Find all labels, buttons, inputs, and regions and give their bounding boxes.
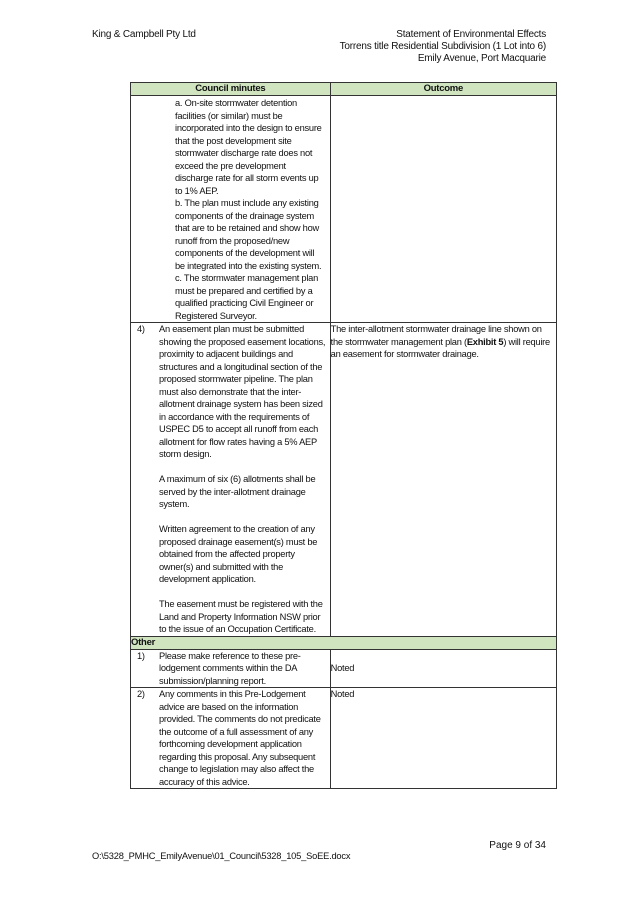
item-number: 1) bbox=[137, 650, 145, 661]
table-row bbox=[131, 323, 557, 637]
item-paragraph: The easement must be registered with the Land and Property Information NSW prior to the issue of an Occupation Certificate. bbox=[159, 599, 323, 634]
item-paragraph: Any comments in this Pre-Lodgement advice are based on the information provided. The comments do not predicate the outcome of a full assessment of any forthcoming development application regarding this proposal. Any subsequent change to legislation may also affect the accuracy of this advice. bbox=[159, 689, 321, 787]
section-heading-other: Other bbox=[131, 636, 557, 649]
table-header-row bbox=[131, 83, 557, 96]
file-path: O:\5328_PMHC_EmilyAvenue\01_Council\5328_105_SoEE.docx bbox=[92, 851, 351, 861]
table-row bbox=[131, 688, 557, 789]
outcome-text: Noted bbox=[330, 663, 355, 673]
outcome-cell bbox=[330, 688, 556, 789]
outcome-cell bbox=[330, 323, 556, 637]
section-heading-row bbox=[131, 636, 557, 649]
condition-b: b. The plan must include any existing components of the drainage system that are to be retained and show how runoff from the proposed/new components of the development will be integrated into the existing system. bbox=[175, 198, 322, 271]
minutes-cell bbox=[131, 96, 331, 323]
item-number: 2) bbox=[137, 689, 145, 699]
document-location: Emily Avenue, Port Macquarie bbox=[417, 53, 546, 64]
document-meta bbox=[340, 29, 546, 65]
item-paragraph: Please make reference to these pre-lodgement comments within the DA submission/planning report. bbox=[159, 650, 301, 686]
item-number: 4) bbox=[137, 324, 145, 334]
table-row bbox=[131, 96, 557, 323]
minutes-cell bbox=[131, 688, 331, 789]
outcome-text: The inter-allotment stormwater drainage line shown on the stormwater management plan ( bbox=[330, 324, 542, 347]
item-paragraph: Written agreement to the creation of any proposed drainage easement(s) must be obtained from the affected property owner(s) and submitted with the development application. bbox=[159, 524, 318, 584]
page-header bbox=[92, 29, 546, 79]
page-number: Page 9 of 34 bbox=[489, 840, 546, 851]
condition-a: a. On-site stormwater detention facilities (or similar) must be incorporated into the design to ensure that the post development site stormwater discharge rate does not exceed the pre development discharge rate for all storm events up to 1% AEP. bbox=[175, 98, 322, 196]
item-paragraph: An easement plan must be submitted showing the proposed easement locations, proximity to adjacent buildings and structures and a longitudinal section of the proposed stormwater pipeline. The plan must also demonstrate that the inter-allotment drainage system has been sized in accordance with the requirements of USPEC D5 to accept all runoff from each allotment for flow rates having a 5% AEP storm design. bbox=[159, 324, 326, 459]
council-minutes-table bbox=[130, 82, 557, 789]
outcome-cell bbox=[330, 96, 556, 323]
company-name: King & Campbell Pty Ltd bbox=[92, 29, 196, 40]
outcome-cell bbox=[330, 649, 556, 688]
outcome-text: ) will require an easement for stormwater drainage. bbox=[330, 336, 550, 359]
condition-c: c. The stormwater management plan must be prepared and certified by a qualified practicing Civil Engineer or Registered Surveyor. bbox=[175, 273, 318, 321]
document-title: Statement of Environmental Effects bbox=[396, 29, 546, 40]
outcome-text: Noted bbox=[330, 689, 355, 699]
column-header-outcome: Outcome bbox=[330, 83, 556, 96]
document-subtitle: Torrens title Residential Subdivision (1 Lot into 6) bbox=[339, 41, 546, 52]
table-row bbox=[131, 649, 557, 688]
item-paragraph: A maximum of six (6) allotments shall be served by the inter-allotment drainage system. bbox=[159, 474, 316, 509]
exhibit-reference: Exhibit 5 bbox=[466, 336, 504, 347]
column-header-minutes: Council minutes bbox=[131, 83, 331, 96]
minutes-cell bbox=[131, 323, 331, 637]
minutes-cell bbox=[131, 649, 331, 688]
